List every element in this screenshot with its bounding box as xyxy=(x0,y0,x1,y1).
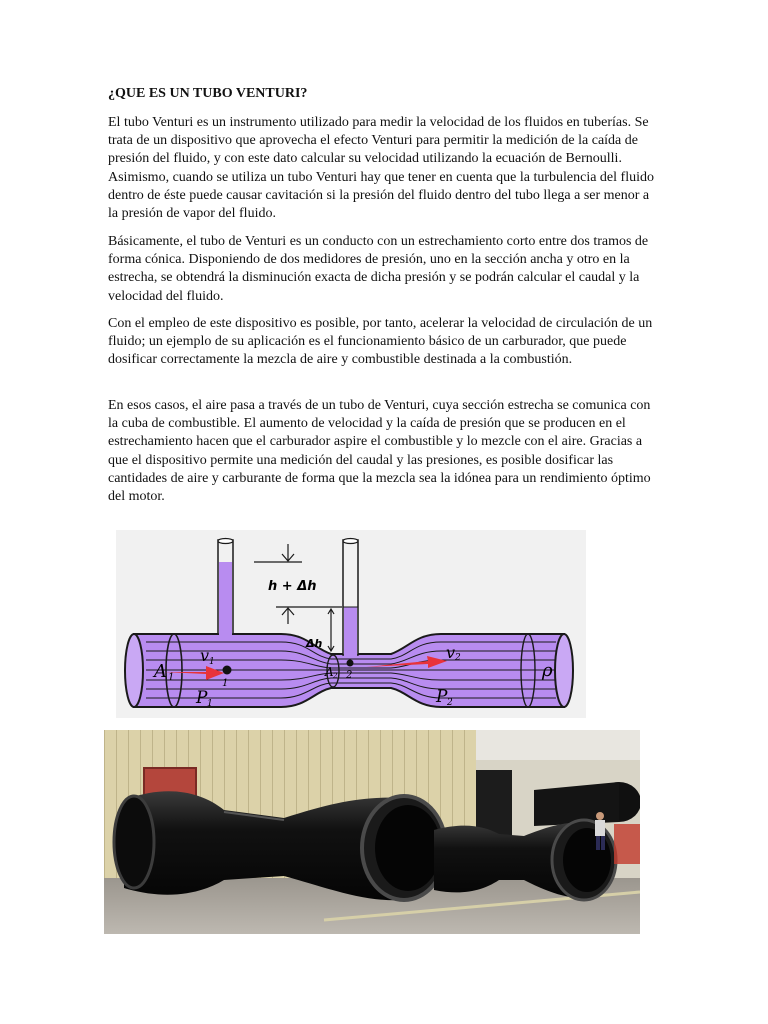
label-area-2: A xyxy=(325,665,334,679)
label-velocity-1: v xyxy=(200,646,210,665)
fluid-column-right xyxy=(344,607,357,657)
point-1-marker xyxy=(223,666,232,675)
venturi-photo-svg xyxy=(104,730,640,934)
paragraph-carburetor: En esos casos, el aire pasa a través de un tubo de Venturi, cuya sección estrecha se comunica con la cuba de combustible. El aumento de velocidad y la caída de presión que se producen en el estrechamiento hacen que el carburador aspire el combustible y lo mezcle con el aire. Gracias a que el dispositivo permite una medición del caudal y las presiones, es posible dosificar las cantidades de aire y carburante de forma que la mezcla sea la idónea para un rendimiento óptimo del motor. xyxy=(108,398,651,505)
label-area-2-sub: 2 xyxy=(333,672,338,680)
paragraph-description: Básicamente, el tubo de Venturi es un conducto con un estrechamiento corto entre dos tramos de forma cónica. Disponiendo de dos medidores de presión, uno en la sección ancha y otro en la estrecha, se obtendrá la disminución exacta de dicha presión y se podrán calcular el caudal y la velocidad del fluido. xyxy=(108,234,649,304)
worker-figure xyxy=(595,812,605,850)
fluid-column-left xyxy=(219,562,232,635)
label-velocity-2-sub: 2 xyxy=(455,653,461,663)
label-pressure-2-sub: 2 xyxy=(447,698,453,708)
venturi-diagram xyxy=(116,530,586,718)
paragraph-definition: El tubo Venturi es un instrumento utilizado para medir la velocidad de los fluidos en tuberías. Se trata de un dispositivo que aprovecha el efecto Venturi para permitir la medición de la caída de presión del fluido, y con este dato calcular su velocidad utilizando la ecuación de Bernoulli. Asimismo, cuando se utiliza un tubo Venturi hay que tener en cuenta que la turbulencia del fluido dentro de éste puede causar cavitación si la presión del fluido dentro del tubo llega a ser menor a la presión de vapor del fluido. xyxy=(108,115,654,222)
label-point-2: 2 xyxy=(346,670,353,681)
label-delta-h: Δh xyxy=(306,637,323,650)
inlet-ellipse xyxy=(125,634,143,707)
manometer-top-right xyxy=(343,539,358,544)
label-area-1-sub: 1 xyxy=(168,672,175,683)
label-area-1: A xyxy=(154,661,167,682)
page-title: ¿QUE ES UN TUBO VENTURI? xyxy=(108,86,308,101)
outlet-ellipse xyxy=(555,634,573,707)
label-velocity-1-sub: 1 xyxy=(209,657,215,667)
paragraph-application: Con el empleo de este dispositivo es posible, por tanto, acelerar la velocidad de circulación de un fluido; un ejemplo de su aplicación es el funcionamiento básico de un carburador, que puede dosificar correctamente la mezcla de aire y combustible destinada a la combustión. xyxy=(108,316,653,368)
label-velocity-2: v xyxy=(446,643,456,662)
label-point-1: 1 xyxy=(222,678,229,689)
manometer-top-left xyxy=(218,539,233,544)
venturi-photo xyxy=(104,730,640,934)
label-pressure-1-sub: 1 xyxy=(207,699,213,709)
label-pressure-1: P xyxy=(196,688,208,708)
point-2-marker xyxy=(347,660,354,667)
label-density: ρ xyxy=(542,660,553,681)
label-pressure-2: P xyxy=(436,687,448,707)
label-h-plus-delta-h: h + Δh xyxy=(268,579,317,594)
venturi-diagram-svg xyxy=(116,530,586,718)
